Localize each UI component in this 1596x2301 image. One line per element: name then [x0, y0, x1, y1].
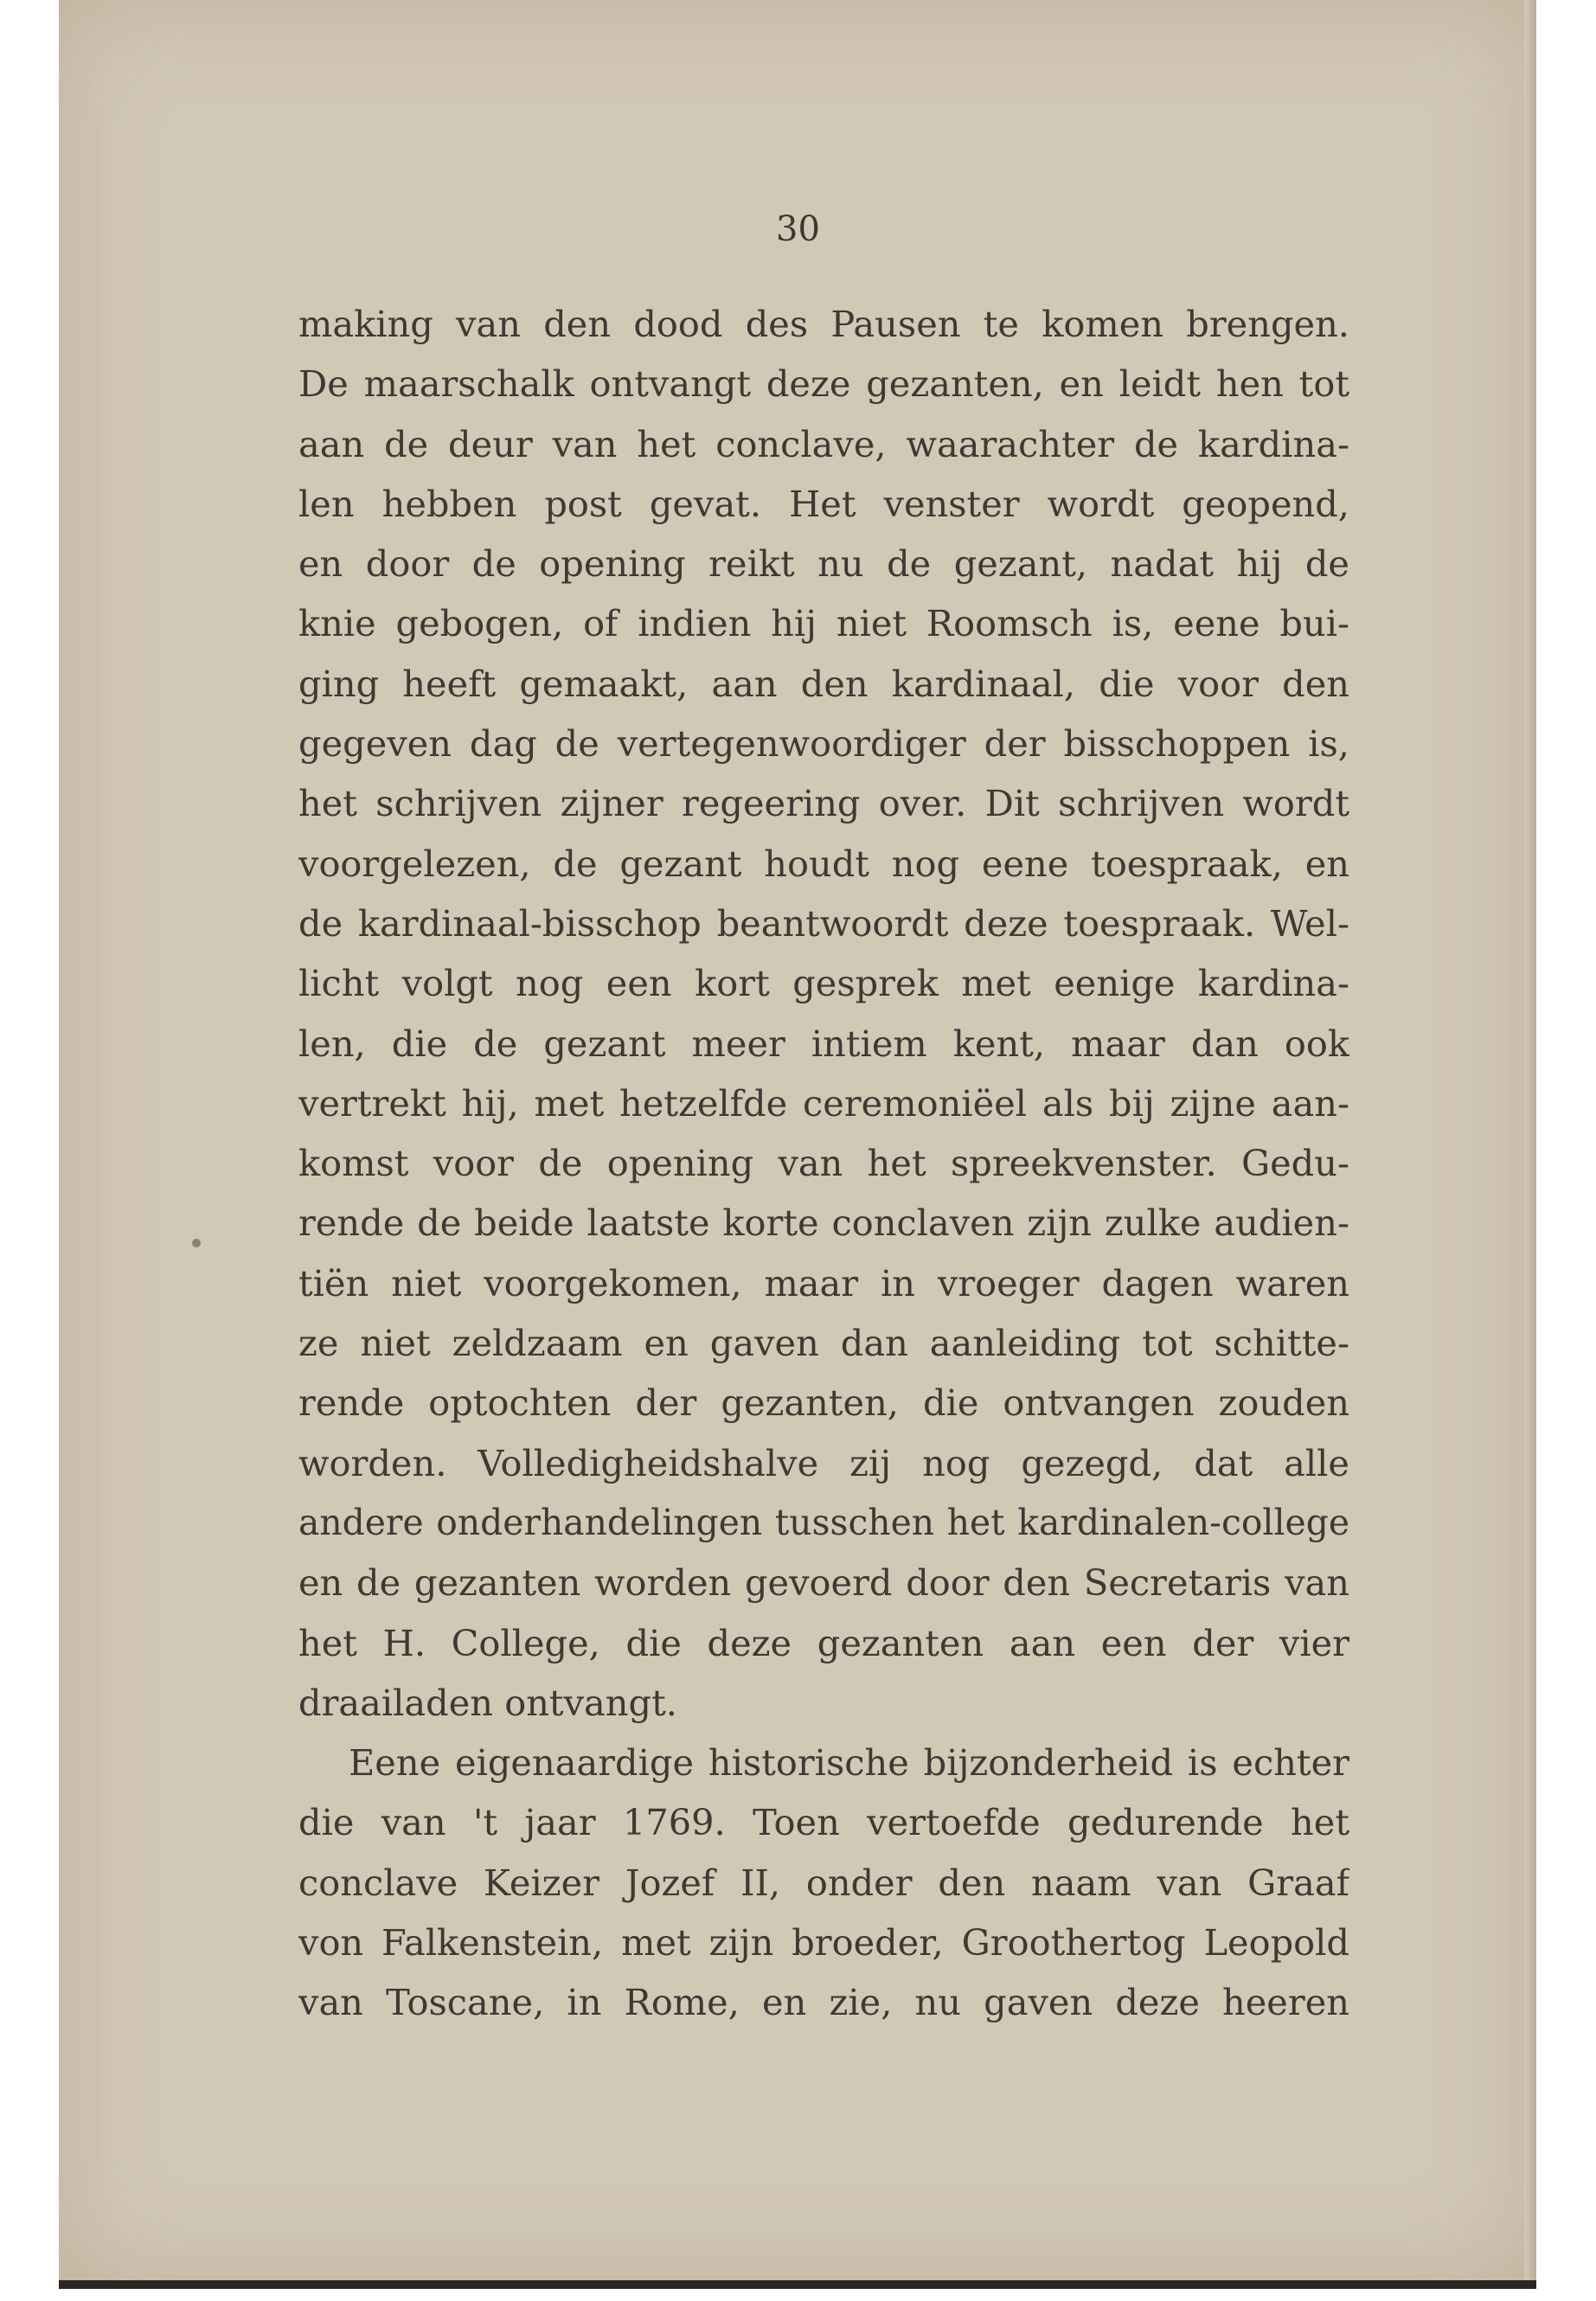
page-edge	[1524, 0, 1536, 2284]
text-line: tiën niet voorgekomen, maar in vroeger dagen waren	[298, 1261, 1349, 1304]
text-line: van Toscane, in Rome, en zie, nu gaven deze heeren	[298, 1981, 1349, 2024]
text-line: het schrijven zijner regeering over. Dit schrijven wordt	[298, 782, 1349, 825]
text-line: ze niet zeldzaam en gaven dan aanleiding tot schitte-	[298, 1322, 1349, 1365]
text-line: voorgelezen, de gezant houdt nog eene toespraak, en	[298, 842, 1349, 885]
text-line: rende optochten der gezanten, die ontvangen zouden	[298, 1381, 1349, 1425]
text-line: making van den dood des Pausen te komen brengen.	[298, 303, 1349, 345]
text-line: De maarschalk ontvangt deze gezanten, en leidt hen tot	[298, 362, 1349, 406]
text-line: andere onderhandelingen tusschen het kardinalen-college	[298, 1501, 1349, 1543]
page-bottom-edge	[59, 2280, 1536, 2289]
text-line: aan de deur van het conclave, waarachter de kardina-	[298, 422, 1349, 465]
paragraph-2	[298, 1733, 1349, 2032]
text-line: vertrekt hij, met hetzelfde ceremoniëel als bij zijne aan-	[298, 1081, 1349, 1125]
paragraph-1	[298, 294, 1349, 1733]
page-number: 30	[776, 209, 820, 249]
body-text	[298, 294, 1349, 2033]
text-line: licht volgt nog een kort gesprek met eenige kardina-	[298, 962, 1349, 1005]
text-line: de kardinaal-bisschop beantwoordt deze toespraak. Wel-	[298, 901, 1349, 945]
text-line: von Falkenstein, met zijn broeder, Groothertog Leopold	[298, 1921, 1349, 1965]
margin-mark	[192, 1239, 201, 1247]
text-line: conclave Keizer Jozef II, onder den naam van Graaf	[298, 1861, 1349, 1904]
text-line: ging heeft gemaakt, aan den kardinaal, die voor den	[298, 662, 1349, 705]
text-line: en door de opening reikt nu de gezant, nadat hij de	[298, 542, 1349, 586]
text-line: gegeven dag de vertegenwoordiger der bisschoppen is,	[298, 722, 1349, 766]
text-line: het H. College, die deze gezanten aan een der vier	[298, 1621, 1349, 1664]
text-line: Eene eigenaardige historische bijzonderheid is echter	[349, 1741, 1349, 1785]
text-line: knie gebogen, of indien hij niet Roomsch is, eene bui-	[298, 602, 1349, 645]
text-line: len hebben post gevat. Het venster wordt geopend,	[298, 482, 1349, 525]
text-line: die van 't jaar 1769. Toen vertoefde gedurende het	[298, 1801, 1349, 1844]
text-line: en de gezanten worden gevoerd door den Secretaris van	[298, 1561, 1349, 1605]
text-line: len, die de gezant meer intiem kent, maar dan ook	[298, 1022, 1349, 1065]
text-line: worden. Volledigheidshalve zij nog gezegd, dat alle	[298, 1441, 1349, 1484]
text-line: komst voor de opening van het spreekvenster. Gedu-	[298, 1142, 1349, 1185]
text-line: rende de beide laatste korte conclaven zijn zulke audien-	[298, 1202, 1349, 1245]
text-line: draailaden ontvangt.	[298, 1681, 677, 1724]
